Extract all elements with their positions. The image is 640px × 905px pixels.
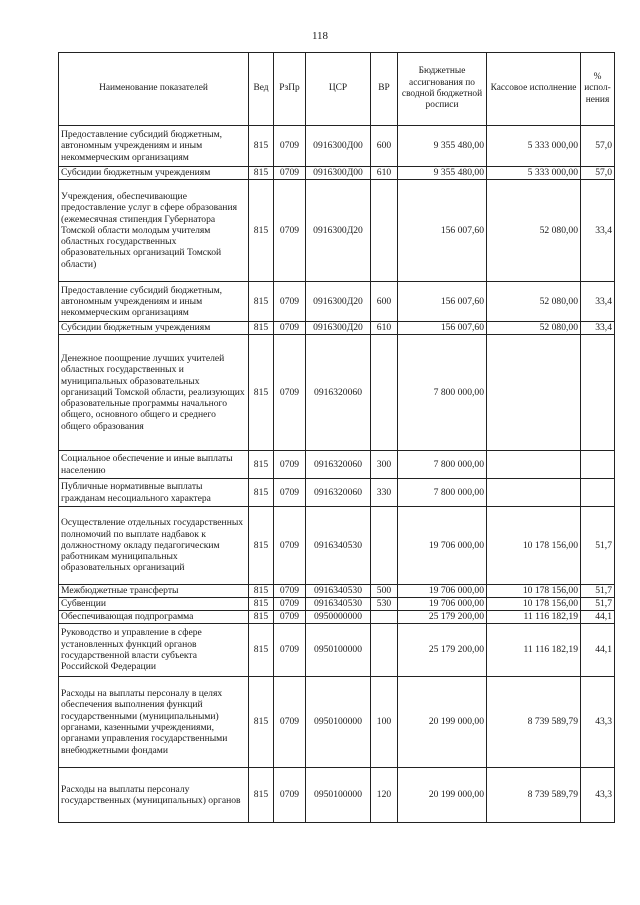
cell-pct: 33,4 bbox=[581, 180, 615, 282]
cell-rzpr: 0709 bbox=[274, 282, 306, 322]
cell-cash: 8 739 589,79 bbox=[487, 768, 581, 823]
cell-pct: 57,0 bbox=[581, 126, 615, 167]
cell-vr: 500 bbox=[371, 585, 398, 598]
cell-rzpr: 0709 bbox=[274, 507, 306, 585]
cell-csr: 0916320060 bbox=[306, 479, 371, 507]
cell-name: Субвенции bbox=[59, 598, 249, 611]
cell-pct: 57,0 bbox=[581, 167, 615, 180]
cell-cash bbox=[487, 479, 581, 507]
cell-name: Руководство и управление в сфере установленных функций органов государственной власти субъекта Российской Федерации bbox=[59, 624, 249, 677]
cell-cash: 10 178 156,00 bbox=[487, 598, 581, 611]
cell-cash: 52 080,00 bbox=[487, 180, 581, 282]
cell-ved: 815 bbox=[249, 768, 274, 823]
cell-csr: 0950000000 bbox=[306, 611, 371, 624]
header-pct: % испол-нения bbox=[581, 53, 615, 126]
cell-csr: 0916340530 bbox=[306, 507, 371, 585]
cell-budget: 7 800 000,00 bbox=[398, 479, 487, 507]
cell-csr: 0916300Д20 bbox=[306, 180, 371, 282]
cell-cash: 5 333 000,00 bbox=[487, 126, 581, 167]
cell-ved: 815 bbox=[249, 451, 274, 479]
cell-budget: 9 355 480,00 bbox=[398, 167, 487, 180]
cell-pct: 33,4 bbox=[581, 322, 615, 335]
cell-vr: 300 bbox=[371, 451, 398, 479]
cell-name: Осуществление отдельных государственных полномочий по выплате надбавок к должностному окладу педагогическим работникам муниципальных образовательных организаций bbox=[59, 507, 249, 585]
table-row bbox=[59, 507, 615, 585]
cell-name: Расходы на выплаты персоналу в целях обеспечения выполнения функций государственными (муниципальными) органами, казенными учреждениями, органами управления государственными внебюджетными фондами bbox=[59, 677, 249, 768]
table-row bbox=[59, 624, 615, 677]
cell-rzpr: 0709 bbox=[274, 624, 306, 677]
cell-csr: 0916340530 bbox=[306, 598, 371, 611]
cell-rzpr: 0709 bbox=[274, 677, 306, 768]
table-row bbox=[59, 598, 615, 611]
cell-pct: 51,7 bbox=[581, 507, 615, 585]
table-row bbox=[59, 768, 615, 823]
cell-name: Субсидии бюджетным учреждениям bbox=[59, 167, 249, 180]
cell-cash: 11 116 182,19 bbox=[487, 624, 581, 677]
cell-budget: 19 706 000,00 bbox=[398, 585, 487, 598]
cell-name: Межбюджетные трансферты bbox=[59, 585, 249, 598]
cell-cash: 5 333 000,00 bbox=[487, 167, 581, 180]
cell-name: Учреждения, обеспечивающие предоставление услуг в сфере образования (ежемесячная стипендия Губернатора Томской области молодым учителям областных государственных образовательных организаций Томской области) bbox=[59, 180, 249, 282]
cell-csr: 0916320060 bbox=[306, 451, 371, 479]
cell-rzpr: 0709 bbox=[274, 611, 306, 624]
cell-rzpr: 0709 bbox=[274, 335, 306, 451]
cell-name: Предоставление субсидий бюджетным, автономным учреждениям и иным некоммерческим организациям bbox=[59, 126, 249, 167]
cell-csr: 0916300Д20 bbox=[306, 322, 371, 335]
cell-budget: 9 355 480,00 bbox=[398, 126, 487, 167]
cell-vr: 600 bbox=[371, 282, 398, 322]
cell-vr: 530 bbox=[371, 598, 398, 611]
cell-cash: 10 178 156,00 bbox=[487, 585, 581, 598]
table-row bbox=[59, 479, 615, 507]
table-row bbox=[59, 282, 615, 322]
cell-csr: 0950100000 bbox=[306, 677, 371, 768]
table-row bbox=[59, 585, 615, 598]
cell-budget: 156 007,60 bbox=[398, 282, 487, 322]
table-row bbox=[59, 611, 615, 624]
cell-pct bbox=[581, 451, 615, 479]
cell-csr: 0916300Д00 bbox=[306, 167, 371, 180]
header-rzpr: РзПр bbox=[274, 53, 306, 126]
cell-vr bbox=[371, 180, 398, 282]
header-cash: Кассовое исполнение bbox=[487, 53, 581, 126]
cell-ved: 815 bbox=[249, 507, 274, 585]
cell-name: Денежное поощрение лучших учителей областных государственных и муниципальных образовательных организаций Томской области, реализующих образовательные программы начального общего, основного общего и среднего общего образования bbox=[59, 335, 249, 451]
cell-vr: 120 bbox=[371, 768, 398, 823]
table-row bbox=[59, 167, 615, 180]
cell-vr: 610 bbox=[371, 322, 398, 335]
cell-pct: 43,3 bbox=[581, 677, 615, 768]
cell-ved: 815 bbox=[249, 585, 274, 598]
cell-cash: 10 178 156,00 bbox=[487, 507, 581, 585]
cell-vr bbox=[371, 611, 398, 624]
cell-vr bbox=[371, 507, 398, 585]
cell-cash bbox=[487, 335, 581, 451]
cell-csr: 0950100000 bbox=[306, 624, 371, 677]
table-row bbox=[59, 126, 615, 167]
cell-csr: 0916300Д20 bbox=[306, 282, 371, 322]
cell-vr bbox=[371, 624, 398, 677]
table-row bbox=[59, 677, 615, 768]
header-name: Наименование показателей bbox=[59, 53, 249, 126]
cell-ved: 815 bbox=[249, 598, 274, 611]
cell-ved: 815 bbox=[249, 611, 274, 624]
cell-budget: 20 199 000,00 bbox=[398, 677, 487, 768]
cell-csr: 0916340530 bbox=[306, 585, 371, 598]
cell-cash: 11 116 182,19 bbox=[487, 611, 581, 624]
header-budget: Бюджетные ассигнования по сводной бюджетной росписи bbox=[398, 53, 487, 126]
cell-ved: 815 bbox=[249, 282, 274, 322]
cell-pct: 44,1 bbox=[581, 624, 615, 677]
cell-pct: 51,7 bbox=[581, 585, 615, 598]
table-row bbox=[59, 180, 615, 282]
cell-ved: 815 bbox=[249, 479, 274, 507]
cell-csr: 0950100000 bbox=[306, 768, 371, 823]
table-row bbox=[59, 322, 615, 335]
cell-cash bbox=[487, 451, 581, 479]
table-row bbox=[59, 451, 615, 479]
cell-rzpr: 0709 bbox=[274, 322, 306, 335]
table-row bbox=[59, 335, 615, 451]
cell-csr: 0916300Д00 bbox=[306, 126, 371, 167]
cell-cash: 52 080,00 bbox=[487, 282, 581, 322]
cell-name: Публичные нормативные выплаты гражданам несоциального характера bbox=[59, 479, 249, 507]
page-number: 118 bbox=[311, 30, 329, 42]
header-csr: ЦСР bbox=[306, 53, 371, 126]
budget-execution-table bbox=[58, 52, 615, 823]
cell-budget: 19 706 000,00 bbox=[398, 598, 487, 611]
cell-ved: 815 bbox=[249, 126, 274, 167]
cell-name: Предоставление субсидий бюджетным, автономным учреждениям и иным некоммерческим организациям bbox=[59, 282, 249, 322]
cell-budget: 156 007,60 bbox=[398, 180, 487, 282]
cell-ved: 815 bbox=[249, 335, 274, 451]
cell-rzpr: 0709 bbox=[274, 167, 306, 180]
cell-budget: 25 179 200,00 bbox=[398, 611, 487, 624]
cell-pct: 33,4 bbox=[581, 282, 615, 322]
cell-vr: 330 bbox=[371, 479, 398, 507]
cell-rzpr: 0709 bbox=[274, 585, 306, 598]
cell-name: Расходы на выплаты персоналу государственных (муниципальных) органов bbox=[59, 768, 249, 823]
cell-pct: 51,7 bbox=[581, 598, 615, 611]
cell-budget: 19 706 000,00 bbox=[398, 507, 487, 585]
cell-budget: 20 199 000,00 bbox=[398, 768, 487, 823]
cell-vr: 610 bbox=[371, 167, 398, 180]
cell-budget: 7 800 000,00 bbox=[398, 451, 487, 479]
cell-ved: 815 bbox=[249, 677, 274, 768]
cell-rzpr: 0709 bbox=[274, 598, 306, 611]
cell-rzpr: 0709 bbox=[274, 126, 306, 167]
cell-cash: 52 080,00 bbox=[487, 322, 581, 335]
cell-budget: 25 179 200,00 bbox=[398, 624, 487, 677]
cell-ved: 815 bbox=[249, 167, 274, 180]
cell-ved: 815 bbox=[249, 624, 274, 677]
cell-name: Обеспечивающая подпрограмма bbox=[59, 611, 249, 624]
cell-cash: 8 739 589,79 bbox=[487, 677, 581, 768]
cell-rzpr: 0709 bbox=[274, 180, 306, 282]
cell-vr: 600 bbox=[371, 126, 398, 167]
cell-vr: 100 bbox=[371, 677, 398, 768]
cell-csr: 0916320060 bbox=[306, 335, 371, 451]
cell-budget: 156 007,60 bbox=[398, 322, 487, 335]
cell-ved: 815 bbox=[249, 322, 274, 335]
cell-rzpr: 0709 bbox=[274, 479, 306, 507]
header-ved: Вед bbox=[249, 53, 274, 126]
cell-rzpr: 0709 bbox=[274, 768, 306, 823]
cell-pct bbox=[581, 335, 615, 451]
cell-vr bbox=[371, 335, 398, 451]
cell-rzpr: 0709 bbox=[274, 451, 306, 479]
table-header-row bbox=[59, 53, 615, 126]
header-vr: ВР bbox=[371, 53, 398, 126]
cell-name: Субсидии бюджетным учреждениям bbox=[59, 322, 249, 335]
cell-ved: 815 bbox=[249, 180, 274, 282]
cell-pct: 44,1 bbox=[581, 611, 615, 624]
cell-pct bbox=[581, 479, 615, 507]
cell-budget: 7 800 000,00 bbox=[398, 335, 487, 451]
cell-name: Социальное обеспечение и иные выплаты населению bbox=[59, 451, 249, 479]
cell-pct: 43,3 bbox=[581, 768, 615, 823]
